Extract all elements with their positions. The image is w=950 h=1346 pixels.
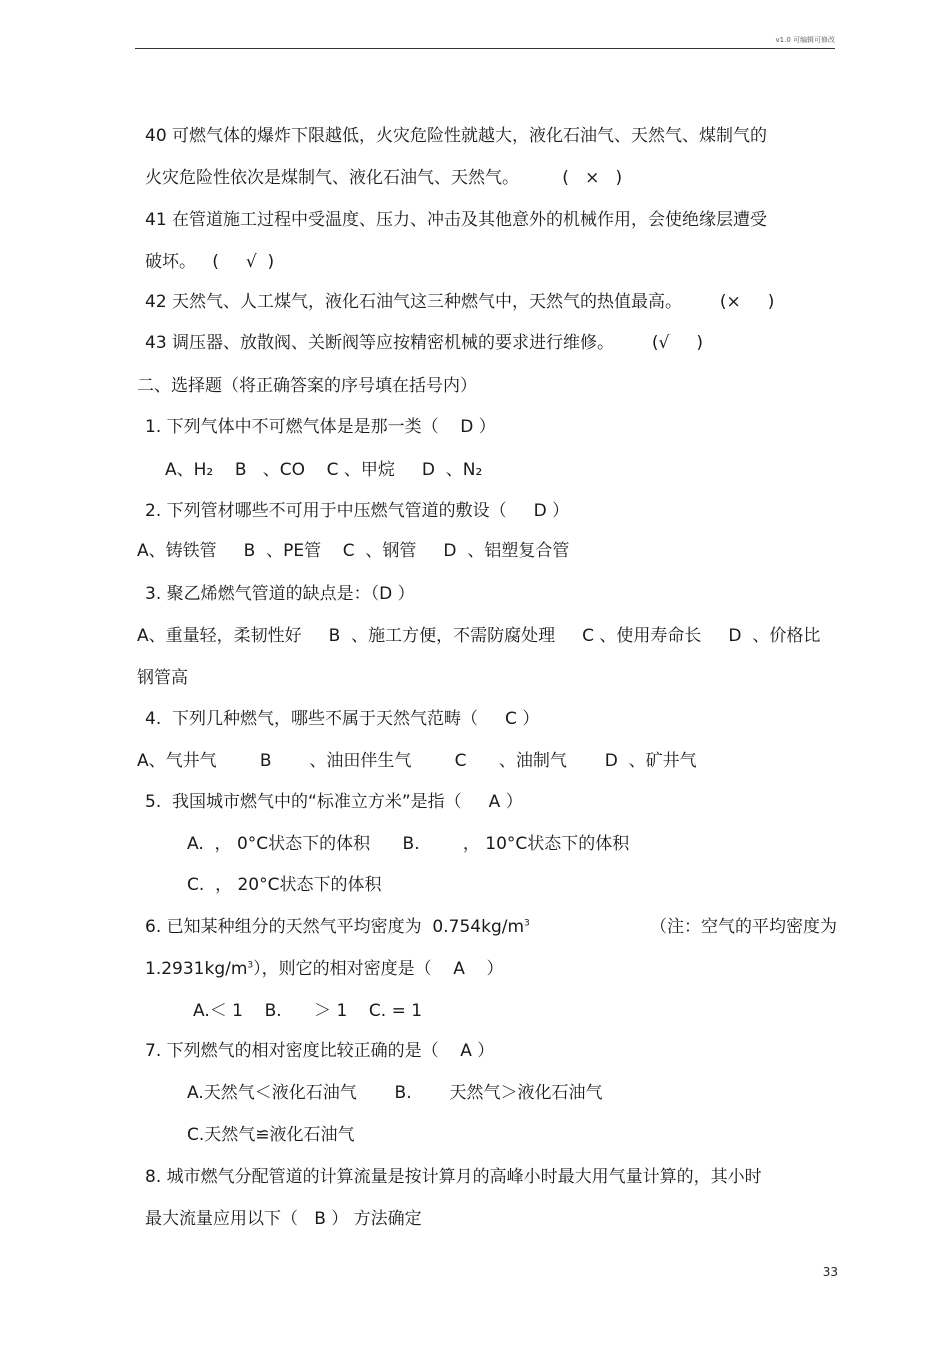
question-2-options: A、铸铁管 B 、PE管 C 、钢管 D 、铝塑复合管 [137,541,570,561]
question-4-options: A、气井气 B 、油田伴生气 C 、油制气 D 、矿井气 [137,751,697,771]
text-line: 41 在管道施工过程中受温度、压力、冲击及其他意外的机械作用，会使绝缘层遭受 [145,210,768,230]
text-line: 43 调压器、放散阀、关断阀等应按精密机械的要求进行维修。 (√ ) [145,333,703,353]
page-number: 33 [822,1265,838,1279]
question-3-options: A、重量轻，柔韧性好 B 、施工方便，不需防腐处理 C 、使用寿命长 D 、价格比 [137,626,821,646]
question-5-options-ab: A. ， 0°C状态下的体积 B. ， 10°C状态下的体积 [187,834,630,854]
question-6 [145,916,837,938]
question-6-part-2: （注：空气的平均密度为 [650,917,837,937]
question-6-options: A.＜ 1 B. ＞ 1 C. = 1 [193,1001,423,1021]
question-1-options: A、H₂ B 、CO C 、甲烷 D 、N₂ [165,460,483,480]
question-2: 2. 下列管材哪些不可用于中压燃气管道的敷设（ D ） [145,501,570,521]
question-1: 1. 下列气体中不可燃气体是是那一类（ D ） [145,417,496,437]
superscript-3: 3 [247,960,254,971]
question-7: 7. 下列燃气的相对密度比较正确的是（ A ） [145,1041,495,1061]
question-3-options-cont: 钢管高 [137,668,188,688]
question-8-cont: 最大流量应用以下（ B ） 方法确定 [145,1209,422,1229]
text-line: 42 天然气、人工煤气，液化石油气这三种燃气中，天然气的热值最高。 (× ) [145,292,775,312]
header-rule [135,48,835,49]
text-line: 破坏。 ( √ ) [145,252,275,272]
question-5: 5. 我国城市燃气中的“标准立方米”是指（ A ） [145,792,523,812]
question-8: 8. 城市燃气分配管道的计算流量是按计算月的高峰小时最大用气量计算的，其小时 [145,1167,762,1187]
section-heading: 二、选择题（将正确答案的序号填在括号内） [137,376,477,396]
question-7-options-ab: A.天然气＜液化石油气 B. 天然气＞液化石油气 [187,1083,603,1103]
question-6-part-1: 6. 已知某种组分的天然气平均密度为 $0.754kg/m^3$ [145,917,530,937]
text-line: 火灾危险性依次是煤制气、液化石油气、天然气。 ( × ) [145,168,623,188]
question-4: 4. 下列几种燃气，哪些不属于天然气范畴（ C ） [145,709,540,729]
header-version-text: v1.0 可编辑可修改 [775,36,835,44]
superscript-3: 3 [524,918,530,929]
text-line: 40 可燃气体的爆炸下限越低，火灾危险性就越大，液化石油气、天然气、煤制气的 [145,126,768,146]
question-7-option-c: C.天然气≌液化石油气 [187,1125,355,1145]
question-6-cont: $1.2931kg/m^3$），则它的相对密度是（ A ） [145,959,504,979]
question-5-option-c: C. ， 20°C状态下的体积 [187,875,382,895]
question-3: 3. 聚乙烯燃气管道的缺点是：（D ） [145,584,415,604]
